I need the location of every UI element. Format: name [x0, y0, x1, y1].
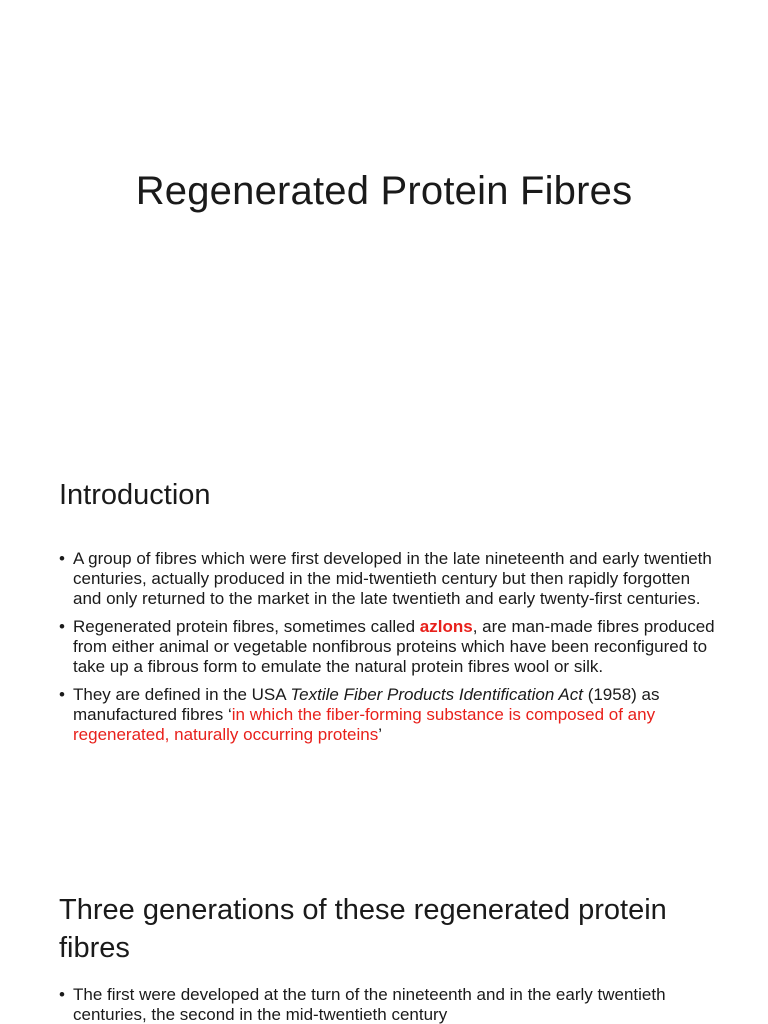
bullet-text-prefix: Regenerated protein fibres, sometimes called [73, 617, 420, 636]
bullet-dot-icon: • [59, 985, 65, 1004]
act-title: Textile Fiber Products Identification Act [290, 685, 583, 704]
slide-title: Regenerated Protein Fibres [135, 169, 633, 213]
generations-bullet-list [59, 985, 719, 1024]
bullet-text-middle: (1958) as manufactured fibres ‘ [73, 685, 660, 724]
bullet-item [59, 985, 719, 1024]
bullet-text: The first were developed at the turn of the nineteenth and in the early twentieth centuries, the second in the mid-twentieth century [73, 985, 666, 1024]
introduction-slide [0, 432, 768, 864]
generations-slide [0, 864, 768, 1024]
bullet-item [59, 617, 719, 677]
bullet-dot-icon: • [59, 685, 65, 704]
bullet-item [59, 685, 719, 745]
bullet-text-suffix: , are man-made fibres produced from either animal or vegetable nonfibrous proteins which have been reconfigured to take up a fibrous form to emulate the natural protein fibres wool or silk. [73, 617, 715, 676]
generations-heading: Three generations of these regenerated protein fibres [59, 894, 667, 964]
definition-quote: in which the fiber-forming substance is composed of any regenerated, naturally occurring proteins [73, 705, 656, 744]
introduction-bullet-list [59, 549, 719, 753]
introduction-heading: Introduction [59, 479, 211, 511]
bullet-text-suffix: ’ [378, 725, 383, 744]
bullet-text: A group of fibres which were first developed in the late nineteenth and early twentieth centuries, actually produced in the mid-twentieth century but then rapidly forgotten and only returned to the market in the late twentieth and early twenty-first centuries. [73, 549, 712, 608]
bullet-item [59, 549, 719, 609]
azlons-highlight: azlons [419, 617, 473, 636]
title-slide [0, 0, 768, 432]
bullet-dot-icon: • [59, 617, 65, 636]
bullet-text-prefix: They are defined in the USA [73, 685, 291, 704]
bullet-dot-icon: • [59, 549, 65, 568]
